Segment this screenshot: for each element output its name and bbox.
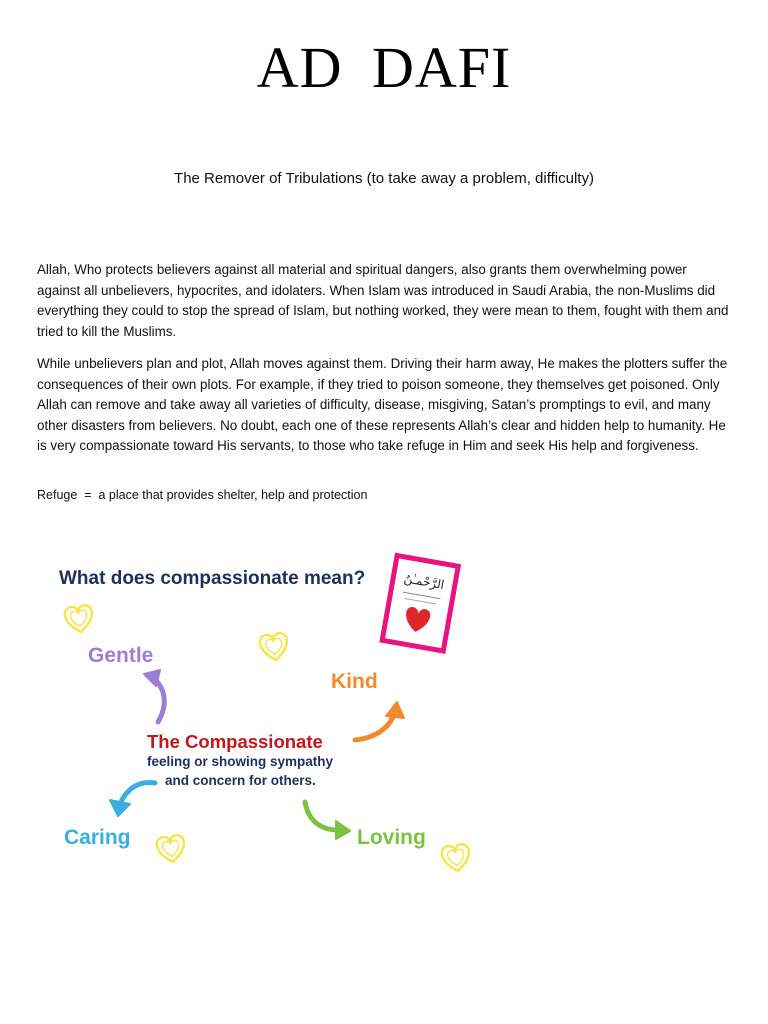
compassionate-diagram bbox=[0, 540, 560, 900]
heart-outline-icon bbox=[441, 843, 471, 873]
refuge-definition: Refuge = a place that provides shelter, help and protection bbox=[37, 488, 368, 502]
arabic-card bbox=[382, 556, 458, 651]
document-subtitle: The Remover of Tribulations (to take away a problem, difficulty) bbox=[174, 170, 594, 187]
arrow-right-curve-icon bbox=[355, 702, 404, 740]
arrow-down-left-curve-icon bbox=[110, 782, 155, 816]
center-title: The Compassionate bbox=[147, 731, 323, 752]
document-title: AD DAFI bbox=[256, 35, 512, 100]
paragraph-1: Allah, Who protects believers against all material and spiritual dangers, also grants them overwhelming power against all unbelievers, hypocrites, and idolaters. When Islam was introduced in Saudi Arabia, the non-Muslims did everything they could to stop the spread of Islam, but nothing worked, they were mean to them, fought with them and tried to kill the Muslims. bbox=[37, 262, 729, 339]
word-caring: Caring bbox=[64, 826, 131, 849]
heart-outline-icon bbox=[259, 632, 289, 662]
word-loving: Loving bbox=[357, 826, 426, 849]
card-arabic-text: الرَّحْمـٰنُ bbox=[402, 571, 446, 593]
arrow-down-right-curve-icon bbox=[305, 802, 350, 839]
center-definition-line2: and concern for others. bbox=[165, 773, 316, 788]
heart-outline-icon bbox=[156, 834, 186, 864]
word-gentle: Gentle bbox=[88, 644, 154, 667]
paragraph-2: While unbelievers plan and plot, Allah moves against them. Driving their harm away, He makes the plotters suffer the consequences of their own plots. For example, if they tried to poison someone, they themselves get poisoned. Only Allah can remove and take away all varieties of difficulty, disease, misgiving, Satan’s promptings to evil, and many other disasters from believers. No doubt, each one of these represents Allah’s clear and hidden help to humanity. He is very compassionate toward His servants, to those who take refuge in Him and seek His help and forgiveness. bbox=[37, 356, 728, 453]
heart-outline-icon bbox=[64, 604, 94, 634]
center-definition-line1: feeling or showing sympathy bbox=[147, 754, 334, 769]
word-kind: Kind bbox=[331, 670, 378, 693]
arrow-up-curve-icon bbox=[144, 670, 164, 722]
diagram-question: What does compassionate mean? bbox=[59, 568, 366, 589]
